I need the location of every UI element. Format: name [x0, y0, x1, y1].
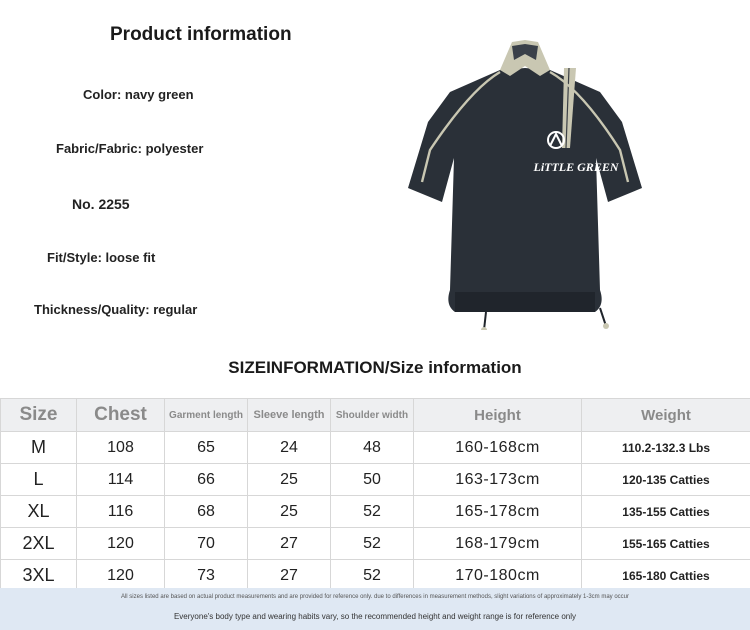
cell-shoulder-width: 50	[331, 464, 414, 496]
jacket-body	[408, 68, 642, 312]
spec-fit: Fit/Style: loose fit	[47, 250, 156, 265]
cell-garment-length: 73	[165, 560, 248, 592]
table-row	[1, 560, 750, 592]
product-image	[400, 30, 650, 330]
header-size: Size	[1, 399, 77, 432]
size-section-title: SIZEINFORMATION/Size information	[228, 358, 522, 377]
header-sleeve-length: Sleeve length	[248, 399, 331, 432]
cell-chest: 114	[77, 464, 165, 496]
footer-body-note: Everyone's body type and wearing habits vary, so the recommended height and weight range is for reference only	[173, 612, 577, 621]
cell-height: 168-179cm	[414, 528, 582, 560]
cell-shoulder-width: 52	[331, 496, 414, 528]
cell-sleeve-length: 24	[248, 432, 331, 464]
spec-thickness: Thickness/Quality: regular	[34, 302, 198, 317]
spec-color: Color: navy green	[83, 87, 194, 102]
cell-size: L	[1, 464, 77, 496]
spec-fabric: Fabric/Fabric: polyester	[56, 141, 204, 156]
table-row	[1, 528, 750, 560]
product-info-title: Product information	[110, 24, 292, 45]
cell-chest: 120	[77, 560, 165, 592]
cell-chest: 116	[77, 496, 165, 528]
footer-notes	[0, 588, 750, 630]
cell-size: XL	[1, 496, 77, 528]
cell-weight: 155-165 Catties	[582, 528, 750, 560]
cell-shoulder-width: 48	[331, 432, 414, 464]
table-header-row	[1, 399, 750, 432]
footer-disclaimer: All sizes listed are based on actual product measurements and are provided for reference only. due to differences in measurement methods, slight variations of approximately 1-3cm may occur	[120, 594, 630, 600]
cell-weight: 120-135 Catties	[582, 464, 750, 496]
cell-sleeve-length: 25	[248, 464, 331, 496]
cell-weight: 110.2-132.3 Lbs	[582, 432, 750, 464]
cell-height: 163-173cm	[414, 464, 582, 496]
table-row	[1, 464, 750, 496]
cell-garment-length: 70	[165, 528, 248, 560]
cell-shoulder-width: 52	[331, 528, 414, 560]
cell-sleeve-length: 25	[248, 496, 331, 528]
table-row	[1, 432, 750, 464]
cell-weight: 135-155 Catties	[582, 496, 750, 528]
cell-sleeve-length: 27	[248, 528, 331, 560]
cell-size: 3XL	[1, 560, 77, 592]
cell-chest: 120	[77, 528, 165, 560]
cell-height: 160-168cm	[414, 432, 582, 464]
brand-logo-text: LiTTLE GREEN	[533, 160, 619, 174]
cell-height: 170-180cm	[414, 560, 582, 592]
cell-garment-length: 65	[165, 432, 248, 464]
cell-height: 165-178cm	[414, 496, 582, 528]
header-chest: Chest	[77, 399, 165, 432]
cell-garment-length: 66	[165, 464, 248, 496]
cell-shoulder-width: 52	[331, 560, 414, 592]
cell-garment-length: 68	[165, 496, 248, 528]
cell-size: M	[1, 432, 77, 464]
spec-number: No. 2255	[72, 196, 130, 212]
table-row	[1, 496, 750, 528]
header-shoulder-width: Shoulder width	[331, 399, 414, 432]
cell-weight: 165-180 Catties	[582, 560, 750, 592]
header-height: Height	[414, 399, 582, 432]
size-table	[0, 398, 750, 592]
cell-chest: 108	[77, 432, 165, 464]
cell-size: 2XL	[1, 528, 77, 560]
header-weight: Weight	[582, 399, 750, 432]
cell-sleeve-length: 27	[248, 560, 331, 592]
header-garment-length: Garment length	[165, 399, 248, 432]
